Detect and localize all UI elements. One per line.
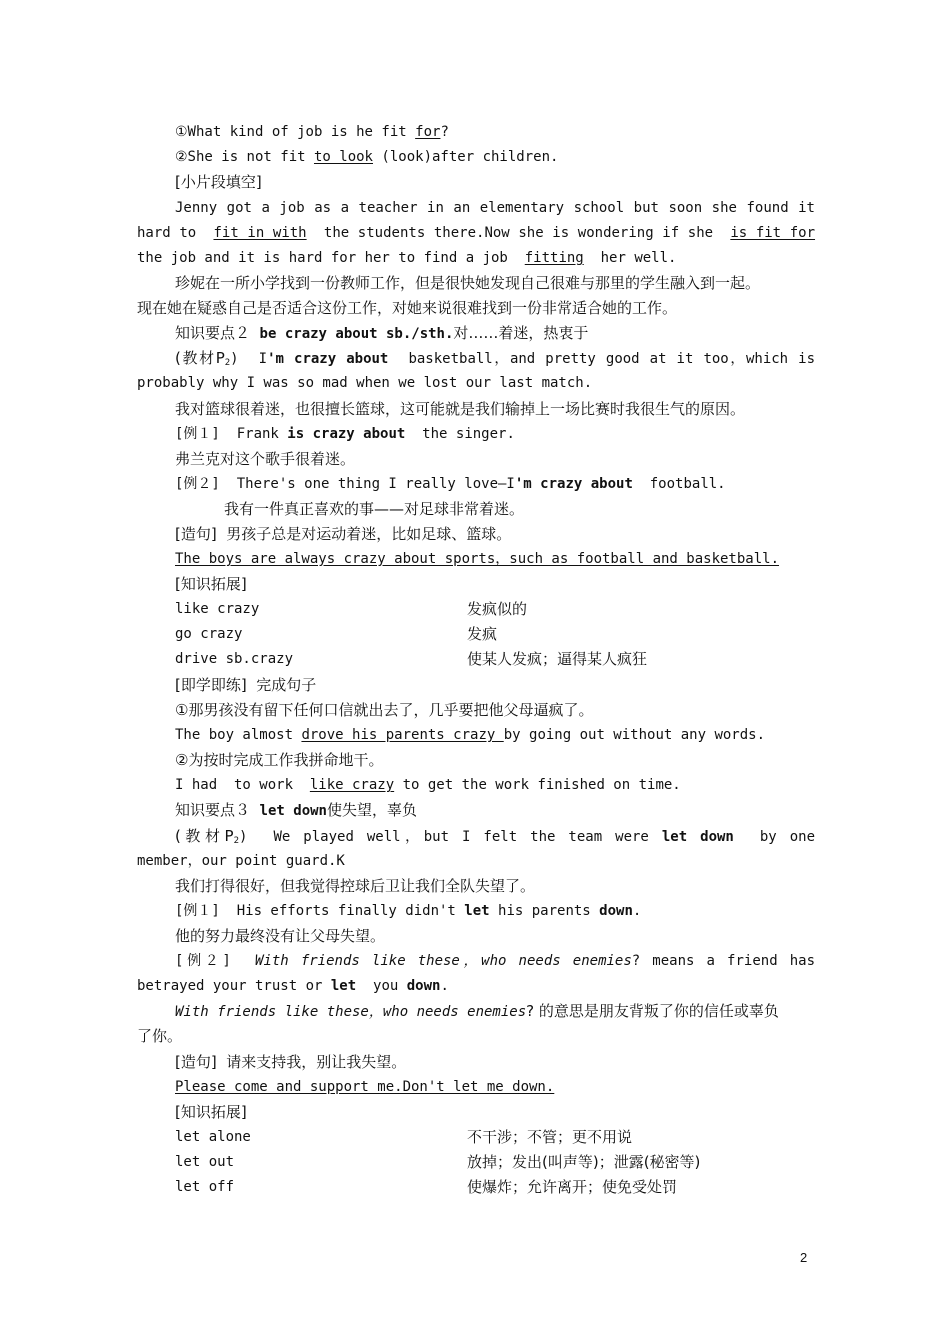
passage-line-3: the job and it is hard for her to find a job fitting her well. xyxy=(137,250,677,266)
exercise-line-1: ①What kind of job is he fit for? xyxy=(175,124,449,140)
sentence-making-prompt-2: [造句] 请来支持我，别让我失望。 xyxy=(175,1053,407,1071)
translation-line-1: 珍妮在一所小学找到一份教师工作，但是很快她发现自己很难与那里的学生融入到一起。 xyxy=(175,274,761,292)
expansion-meaning: 不干涉；不管；更不用说 xyxy=(467,1128,633,1146)
practice-1-answer: The boy almost drove his parents crazy by going out without any words. xyxy=(175,727,766,743)
key-point-2-heading: 知识要点２ be crazy about sb./sth.对……着迷，热衷于 xyxy=(175,324,589,342)
knowledge-expansion-label-2: [知识拓展] xyxy=(175,1103,247,1121)
exercise-line-2: ②She is not fit to look (look)after children. xyxy=(175,149,559,165)
expansion-meaning: 使某人发疯；逼得某人疯狂 xyxy=(467,650,648,668)
textbook-quote-line-2: probably why I was so mad when we lost our last match. xyxy=(137,375,593,391)
expansion-row: go crazy xyxy=(175,626,243,642)
practice-2-prompt: ②为按时完成工作我拼命地干。 xyxy=(175,751,384,769)
example-4-translation-line-2: 了你。 xyxy=(137,1027,183,1045)
page-number: 2 xyxy=(800,1250,808,1265)
translation-line-2: 现在她在疑惑自己是否适合这份工作，对她来说很难找到一份非常适合她的工作。 xyxy=(137,299,678,317)
expansion-row: let off xyxy=(175,1179,235,1195)
expansion-meaning: 发疯 xyxy=(467,625,498,643)
expansion-meaning: 使爆炸；允许离开；使免受处罚 xyxy=(467,1178,678,1196)
practice-label: [即学即练] 完成句子 xyxy=(175,676,317,694)
example-4-line-1: [例２] With friends like these，who needs enemies? means a friend has xyxy=(175,953,815,969)
sentence-making-answer: The boys are always crazy about sports，such as football and basketball. xyxy=(175,551,780,567)
sentence-making-prompt: [造句] 男孩子总是对运动着迷，比如足球、篮球。 xyxy=(175,525,512,543)
example-1: [例１] Frank is crazy about the singer. xyxy=(175,426,515,442)
practice-1-prompt: ①那男孩没有留下任何口信就出去了，几乎要把他父母逼疯了。 xyxy=(175,701,594,719)
textbook-quote-line-1: (教材$P_2$) I'm crazy about basketball，and pretty good at it too，which is xyxy=(175,349,816,368)
expansion-meaning: 发疯似的 xyxy=(467,600,528,618)
expansion-meaning: 放掉；发出(叫声等)；泄露(秘密等) xyxy=(467,1153,701,1171)
textbook-quote-2-line-1: (教材$P_2$) We played well，but I felt the team were let down by one xyxy=(175,827,815,846)
practice-2-answer: I had to work like crazy to get the work finished on time. xyxy=(175,777,681,793)
example-4-line-2: betrayed your trust or let you down. xyxy=(137,978,449,994)
example-3: [例１] His efforts finally didn't let his parents down. xyxy=(175,903,642,919)
textbook-quote-2-line-2: member，our point guard.K xyxy=(137,853,345,869)
example-2: [例２] There's one thing I really love—I'm crazy about football. xyxy=(175,476,726,492)
example-1-translation: 弗兰克对这个歌手很着迷。 xyxy=(175,450,356,468)
passage-line-2: hard to fit in with the students there.Now she is wondering if she is fit for xyxy=(137,225,816,241)
expansion-row: let alone xyxy=(175,1129,251,1145)
passage-line-1: Jenny got a job as a teacher in an elementary school but soon she found it xyxy=(175,200,815,216)
expansion-row: let out xyxy=(175,1154,235,1170)
knowledge-expansion-label: [知识拓展] xyxy=(175,575,247,593)
example-2-translation: 我有一件真正喜欢的事——对足球非常着迷。 xyxy=(224,500,525,518)
sentence-making-answer-2: Please come and support me.Don't let me down. xyxy=(175,1079,555,1095)
section-label-fill-blank: [小片段填空] xyxy=(175,173,262,191)
key-point-3-heading: 知识要点３ let down使失望，辜负 xyxy=(175,801,417,819)
expansion-row: drive sb.crazy xyxy=(175,651,294,667)
example-4-translation-line-1: With friends like these，who needs enemies? 的意思是朋友背叛了你的信任或辜负 xyxy=(175,1002,779,1020)
expansion-row: like crazy xyxy=(175,601,260,617)
textbook-quote-translation: 我对篮球很着迷，也很擅长篮球，这可能就是我们输掉上一场比赛时我很生气的原因。 xyxy=(175,400,746,418)
example-3-translation: 他的努力最终没有让父母失望。 xyxy=(175,927,386,945)
textbook-quote-2-translation: 我们打得很好，但我觉得控球后卫让我们全队失望了。 xyxy=(175,877,536,895)
